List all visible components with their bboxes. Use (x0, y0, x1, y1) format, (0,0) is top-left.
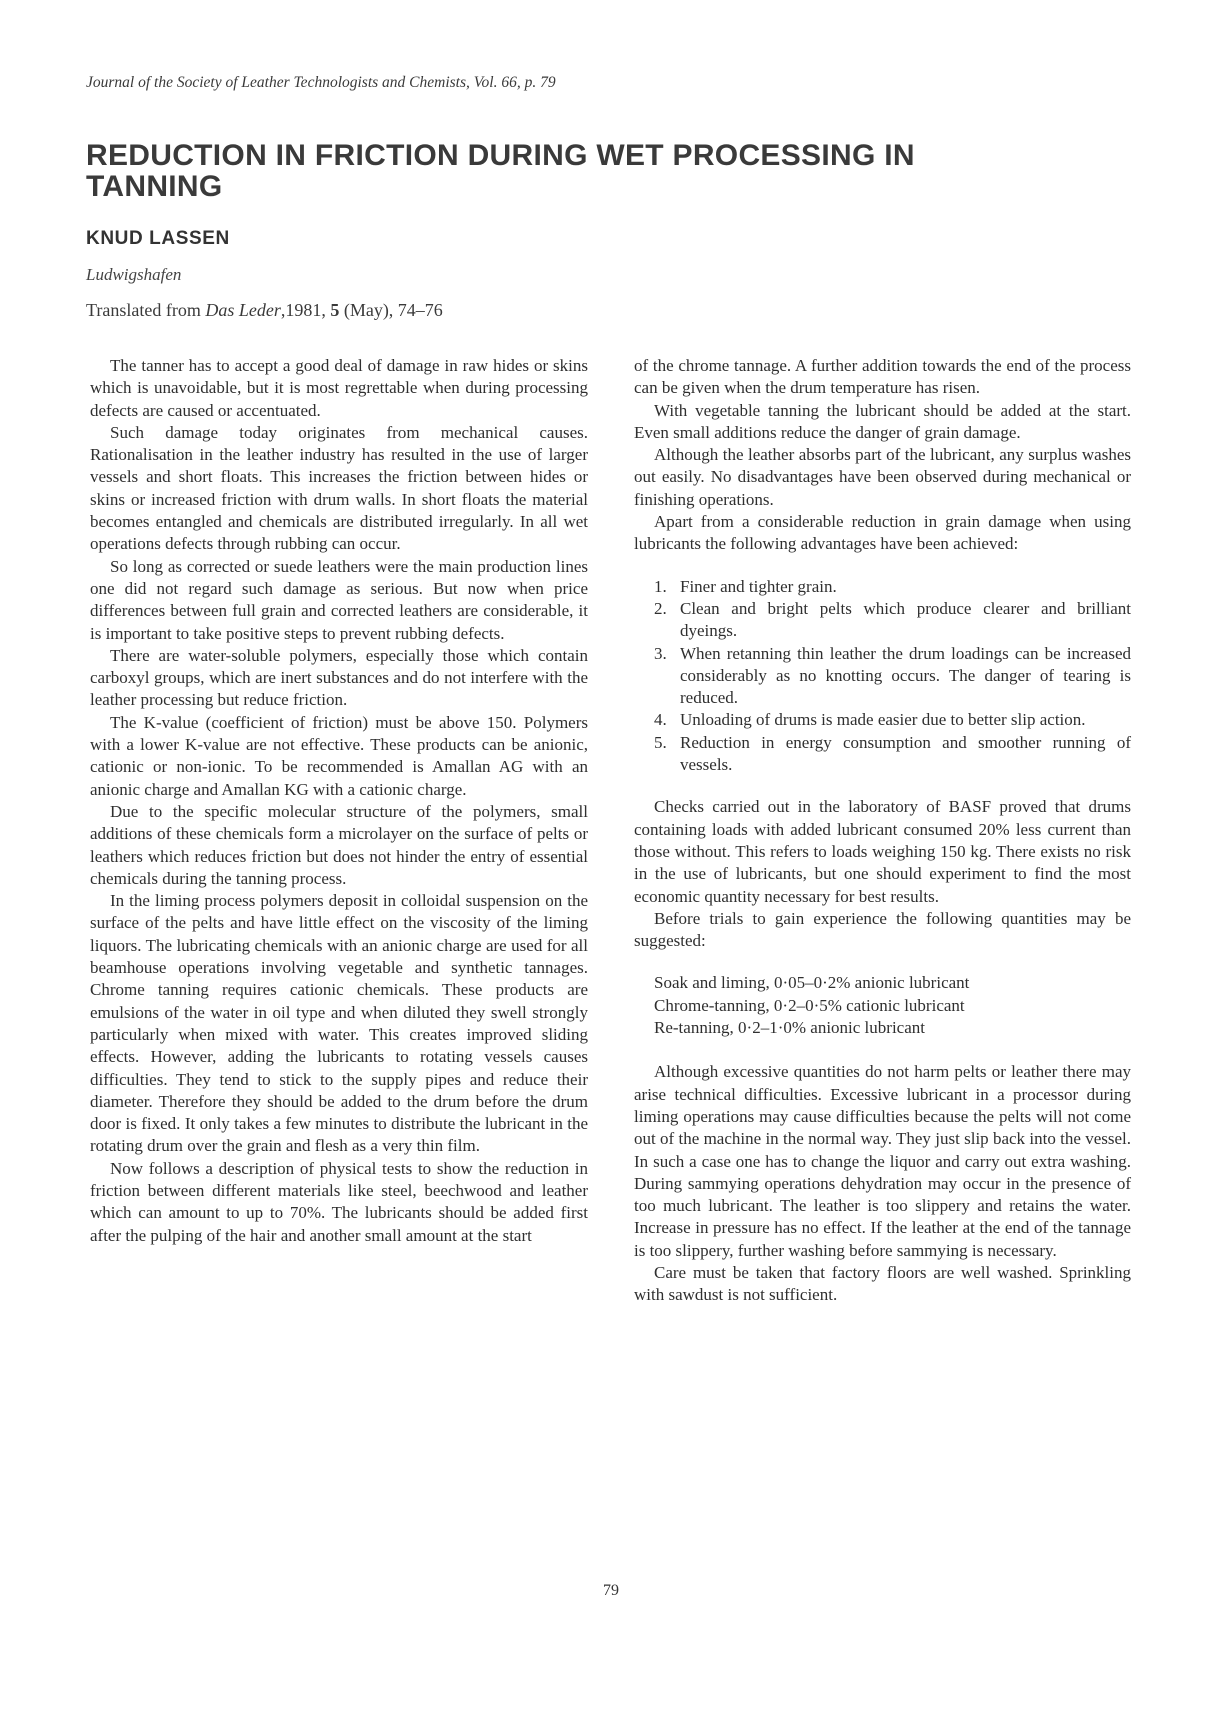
paragraph: So long as corrected or suede leathers were the main production lines one did not regard such damage as serious. But now when price differences between full grain and corrected leathers are considerable, it is important to take positive steps to prevent rubbing defects. (90, 556, 588, 643)
list-item (634, 576, 1131, 598)
list-text: When retanning thin leather the drum loadings can be increased considerably as no knotting occurs. The danger of tearing is reduced. (680, 643, 1131, 708)
list-number: 2. (654, 598, 667, 618)
paragraph: Although excessive quantities do not harm pelts or leather there may arise technical difficulties. Excessive lubricant in a processor during liming operations may cause difficulties because the pelts will not come out of the machine in the normal way. They just slip back into the vessel. In such a case one has to change the liquor and carry out extra washing. During sammying operations dehydration may occur in the presence of too much lubricant. The leather is too slippery and retains the water. Increase in pressure has no effect. If the leather at the end of the tannage is too slippery, further washing before sammying is necessary. (634, 1062, 1131, 1260)
paragraph: With vegetable tanning the lubricant should be added at the start. Even small additions reduce the danger of grain damage. (634, 400, 1131, 442)
running-head: Journal of the Society of Leather Technologists and Chemists, Vol. 66, p. 79 (86, 74, 556, 91)
list-item (634, 598, 1131, 643)
translation-year: ,1981, (280, 300, 331, 320)
paragraph: of the chrome tannage. A further addition towards the end of the process can be given when the drum temperature has risen. (634, 356, 1131, 398)
paragraph: Due to the specific molecular structure of the polymers, small additions of these chemicals form a microlayer on the surface of pelts or leathers which reduces friction but does not hinder the entry of essential chemicals during the tanning process. (90, 801, 588, 888)
paragraph: The K-value (coefficient of friction) must be above 150. Polymers with a lower K-value are not effective. These products can be anionic, cationic or non-ionic. To be recommended is Amallan AG with an anionic charge and Amallan KG with a cationic charge. (90, 712, 588, 799)
list-number: 3. (654, 643, 667, 663)
quantity-item: Chrome-tanning, 0·2–0·5% cationic lubricant (654, 995, 965, 1015)
list-number: 5. (654, 732, 667, 752)
article-title: REDUCTION IN FRICTION DURING WET PROCESSING IN TANNING (86, 139, 915, 203)
advantages-list (634, 576, 1131, 777)
list-item (634, 643, 1131, 710)
paragraph: There are water-soluble polymers, especially those which contain carboxyl groups, which are inert substances and do not interfere with the leather processing but reduce friction. (90, 645, 588, 710)
author-name: KNUD LASSEN (86, 228, 230, 249)
author-affiliation: Ludwigshafen (86, 265, 182, 284)
translation-note (86, 300, 443, 321)
list-text: Reduction in energy consumption and smoother running of vessels. (680, 732, 1131, 775)
quantities-list (654, 972, 1131, 1039)
list-text: Finer and tighter grain. (680, 576, 837, 596)
paragraph: Checks carried out in the laboratory of BASF proved that drums containing loads with added lubricant consumed 20% less current than those without. This refers to loads weighing 150 kg. There exists no risk in the use of lubricants, but one should experiment to find the most economic quantity necessary for best results. (634, 797, 1131, 906)
paragraph: Although the leather absorbs part of the lubricant, any surplus washes out easily. No disadvantages have been observed during mechanical or finishing operations. (634, 445, 1131, 509)
list-text: Clean and bright pelts which produce clearer and brilliant dyeings. (680, 598, 1131, 641)
page-number: 79 (603, 1582, 619, 1599)
translation-source: Das Leder (205, 300, 281, 320)
paragraph: Now follows a description of physical tests to show the reduction in friction between different materials like steel, beechwood and leather which can amount to up to 70%. The lubricants should be added first after the pulping of the hair and another small amount at the start (90, 1158, 588, 1245)
paragraph: Before trials to gain experience the following quantities may be suggested: (634, 908, 1131, 951)
paragraph: Care must be taken that factory floors are well washed. Sprinkling with sawdust is not sufficient. (634, 1262, 1131, 1305)
paragraph: Apart from a considerable reduction in grain damage when using lubricants the following advantages have been achieved: (634, 512, 1131, 554)
quantity-item: Re-tanning, 0·2–1·0% anionic lubricant (654, 1018, 925, 1038)
paragraph: The tanner has to accept a good deal of damage in raw hides or skins which is unavoidable, but it is most regrettable when during processing defects are caused or accentuated. (90, 356, 588, 420)
list-text: Unloading of drums is made easier due to better slip action. (680, 710, 1086, 730)
translation-prefix: Translated from (86, 300, 206, 320)
right-column (634, 355, 1131, 1307)
left-column (90, 355, 588, 1247)
list-item (634, 732, 1131, 777)
list-number: 1. (654, 576, 667, 596)
translation-issue: 5 (330, 300, 340, 320)
quantity-item: Soak and liming, 0·05–0·2% anionic lubricant (654, 973, 970, 993)
paragraph: Such damage today originates from mechanical causes. Rationalisation in the leather industry has resulted in the use of larger vessels and short floats. This increases the friction between hides or skins or increased friction with drum walls. In short floats the material becomes entangled and chemicals are distributed irregularly. In all wet operations defects through rubbing can occur. (90, 422, 588, 554)
paragraph: In the liming process polymers deposit in colloidal suspension on the surface of the pelts and have little effect on the viscosity of the liming liquors. The lubricating chemicals with an anionic charge are used for all beamhouse operations involving vegetable and synthetic tannages. Chrome tanning requires cationic chemicals. These products are emulsions of the water in oil type and when diluted they swell strongly particularly when mixed with water. This creates improved sliding effects. However, adding the lubricants to rotating vessels causes difficulties. They tend to stick to the supply pipes and reduce their diameter. Therefore they should be added to the drum before the drum door is fixed. It only takes a few minutes to distribute the lubricant in the rotating drum over the grain and flesh as a very thin film. (90, 891, 588, 1156)
list-number: 4. (654, 710, 667, 730)
list-item (634, 709, 1131, 731)
translation-rest: (May), 74–76 (339, 300, 443, 320)
